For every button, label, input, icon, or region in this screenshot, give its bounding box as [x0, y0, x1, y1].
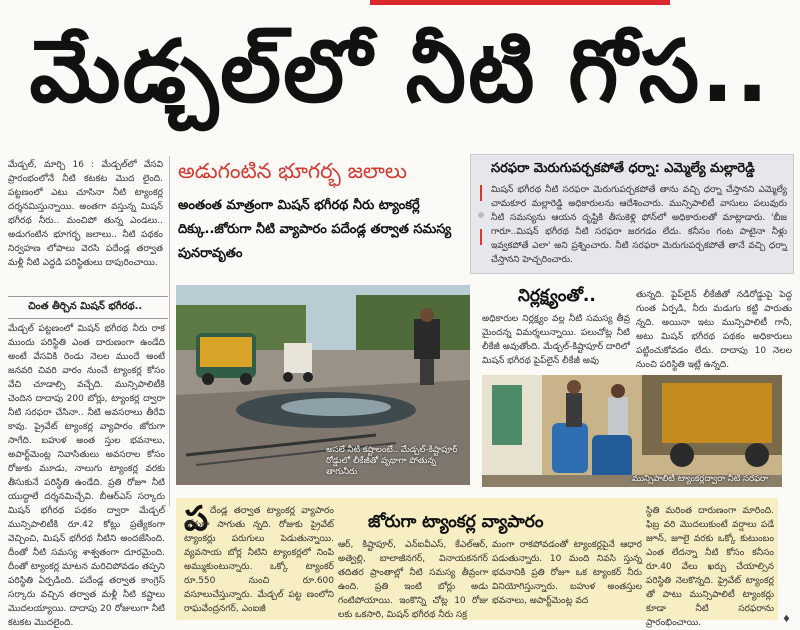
left-body-text: మేడ్చల్‌ పట్టణంలో మిషన్‌ భగీరథ నీరు రాక ముందు పరిస్థితి ఎంత దారుణంగా ఉండేది అంటే వేసవికి రెండు నెలల ముందే అంటే జనవరి చివరి వారం నుంచే ట్యాంకర్ల కోసం వేచి చూడాల్సి వచ్చేది. మున్సిపాలిటీకి చెందిన దాదాపు 200 బోర్లు, ట్యాంకర్ల ద్వారా నీటి సరఫరా చేసినా.. నీటి అవసరాలు తీరేవి కావు. ప్రైవేట్‌ ట్యాంకర్ల వ్యాపారం జోరుగా సాగేది. బహుళ అంత స్తుల భవనాలు, అపార్ట్‌మెంట్ల నివాసితులు అవసరాల కోసం రోజుకు మూడు, నాలుగు ట్యాంకర్ల వరకు తీసుకునే పరిస్థితి ఉండేది. ప్రతి రోజూ నీటి యుద్ధాలే దర్శనమిచ్చేవి. బీఆర్‌ఎస్‌ సర్కారు మిషన్‌ భగీరథ పథకం ద్వారా మేడ్చల్‌ మున్సిపాలిటీకి రూ.42 కోట్లు ప్రత్యేకంగా వెచ్చించి, మిషన్‌ భగీరథ నీటిని అందజేసింది. దీంతో నీటి సమస్య శాశ్వతంగా దూరమైంది. దీంతో ట్యాంకర్ల మాటన మరిచిపోవడం తప్పని పరిస్థితి ఏర్పడింది. పదేండ్ల తర్వాత కాంగ్రెస్‌ సర్కారు వచ్చిన తర్వాత మళ్లీ నీటి కష్టాలు మొదలయ్యాయి. దాదాపు 20 రోజులుగా నీటి కటకట మొదలైంది.: [8, 324, 165, 628]
dropcap: ప: [184, 499, 209, 539]
subhead-mission-bhagiratha: చింత తీర్చిన మిషన్‌ భగీరథ..: [28, 301, 143, 312]
dharna-box-title: సరఫరా మెరుగుపర్చకపోతే ధర్నా: ఎమ్మెల్యే మల్లారెడ్డి: [491, 161, 755, 176]
end-marker-icon: ♦: [782, 614, 791, 625]
business-text-col1: దేండ్ల తర్వాత ట్యాంకర్ల వ్యాపారం జోరుగా సాగుతు న్నది. రోజుకు ప్రైవేట్‌ ట్యాంకర్లు పరుగులు పెడుతున్నాయి. వ్యవసాయ బోర్ల నీటిని ట్యాంకర్లలో నింపి అమ్ముకుంటున్నారు. ఒక్కో ట్యాంకర్‌ రూ.550 నుంచి రూ.600 వసూలుచేస్తున్నారు. మేడ్చల్‌ పట్ట ణంలోని రాఘవేంద్రనగర్‌, ఎంఐజీ: [184, 506, 334, 614]
divider: [8, 318, 168, 319]
neglect-text-col1: అధికారుల నిర్లక్ష్యం వల్ల నీటి సమస్య తీవ్ర మైందన్న విమర్శలున్నాయి. పలుచోట్ల నీటి లీకేజీ అవుతోంది. మేడ్చల్‌-కిష్టాపూర్‌ దారిలో మిషన్‌ భగీరథ పైప్‌లైన్‌ లీకేజీ అవు: [482, 314, 630, 366]
business-text-col4: స్థితి మరింత దారుణంగా మారింది. ఫిబ్ర వరి మొదలుకుంటే వర్షాలు పడే జూన్‌, జూలై వరకు ఒక్కో కుటుంబం ఎంత లేదన్నా నీటి కోసం కనీసం రూ.40 వేలు ఖర్చు చేయాల్సిన పరిస్థితి నెలకొన్నది. ప్రైవేట్‌ ట్యాంకర్ల తో పాటు మున్సిపాలిటీ ట్యాంకర్లు కూడా నీటి సరఫరాను ప్రారంభించాయి.: [646, 506, 774, 628]
tanker-business-section: [176, 498, 778, 628]
intro-paragraph: మేడ్చల్‌, మార్చి 16 : మేడ్చల్‌లో వేసవి ప్రారంభంలోనే నీటి కటకట మొద లైంది. పట్టణంలో ఎటు చూసినా నీటి ట్యాంకర్ల దర్శనమిస్తున్నాయి. అంతగా వస్తున్న మిషన్‌ భగీరథ నీరు.. మంచిపో తున్న ఎండలు.. అడుగంటిన భూగర్భ జలాలు.. నీటి పథకం నిర్వహణ లోపాలు వెరసి పదేండ్ల తర్వాత మళ్లీ నీటి ఎద్దడి పరిస్థితులు దాపురించాయి.: [8, 160, 163, 268]
business-text-col3: మంగా రాకపోవడంతో ట్యాంకర్లపైనే ఆధార పడుతున్నారు. 10 మంది నివసి స్తున్న భవనానికి ప్రతి రోజూ ఒక ట్యాంకర్‌ నీరు వినియోగిస్తున్నారు. బహుళ అంతస్తుల భవనాలు, అపార్ట్‌మెంట్ల వద: [492, 540, 642, 606]
tanker-supply-caption: మున్సిపాలిటీ ట్యాంకర్లద్వారా నీటి సరఫరా: [632, 474, 768, 484]
column-rule: [169, 156, 170, 506]
deck-summary: అంతంత మాత్రంగా మిషన్‌ భగీరథ నీరు ట్యాంకర్లే దిక్కు..జోరుగా నీటి వ్యాపారం పదేండ్ల తర్వాత సమస్య పునరావృతం: [178, 198, 452, 261]
top-accent-bar: [370, 0, 670, 5]
tanker-supply-photo: [482, 375, 782, 487]
kicker-groundwater: అడుగంటిన భూగర్భ జలాలు: [178, 159, 408, 183]
road-leak-photo: [176, 285, 470, 485]
neglect-text-col2: తున్నది. పైప్‌లైన్‌ లీకేజీతో నడిరోడ్డుపై పెద్ద గుంత ఏర్పడి, నీరు మడుగు కట్టి పారుతు న్నది. అయినా ఇటు మున్సిపాలిటీ గానీ, అటు మిషన్‌ భగీరథ పథకం అధికారులు పట్టించుకోవడం లేదు. దాదాపు 10 నెలల నుంచి పరిస్థితి ఇట్లే ఉన్నది.: [636, 290, 792, 370]
quote-mark-icon: [477, 185, 485, 245]
dharna-box-body: మిషన్‌ భగీరథ నీటి సరఫరా మెరుగుపర్చకపోతే తాను వచ్చి ధర్నా చేస్తానని ఎమ్మెల్యే చామకూర మల్లారెడ్డి అధికారులను ఆదేశించారు. మున్సిపాలిటీ వాసులు పలువురు నీటి సమస్యను ఆయన దృష్టికి తీసుకెళ్లి ఫోన్‌లో అధికారులతో మాట్లాడారు. 'బీజ గారూ..మిషన్‌ భగీరథ నీటి సరఫరా జరగడం లేదు. కనీసం గంట పాటైనా నీళ్లు ఇవ్వకపోతే ఎలా' అని ప్రశ్నించారు. నీటి సరఫరా మెరుగుపర్చకపోతే తానే వచ్చి ధర్నా చేస్తానని హెచ్చరించారు.: [491, 185, 787, 265]
dharna-box: [470, 154, 794, 274]
headline: మేడ్చల్‌లో నీటి గోస..: [29, 22, 771, 122]
divider: [8, 296, 168, 297]
tanker-business-title: జోరుగా ట్యాంకర్ల వ్యాపారం: [368, 512, 544, 532]
road-leak-caption: అసలే నీటి కష్టాలంటే.. మేడ్చల్‌-కిష్టాపూర్‌ రోడ్డులో లీకేజీతో వృథాగా పోతున్న తాగునీరు: [326, 445, 458, 477]
neglect-title: నిర్లక్ష్యంతో..: [518, 286, 596, 306]
business-text-col2: ఆర్‌, కిష్టాపూర్‌, ఎన్‌ఐవీఎస్‌, కేఎల్‌ఆర్‌, అత్వెల్లి, బాలాజీనగర్‌, వినాయకనగర్‌ తదితర ప్రాంతాల్లో నీటి సమస్య తీవ్రంగా ఉంది. ప్రతి ఇంటి బోర్లు అడు గంటిపోయాయి. ఇంకొన్ని చోట్ల 10 రోజు లకు ఒకసారి, మిషన్‌ భగీరథ నీరు సక్ర: [338, 540, 488, 620]
